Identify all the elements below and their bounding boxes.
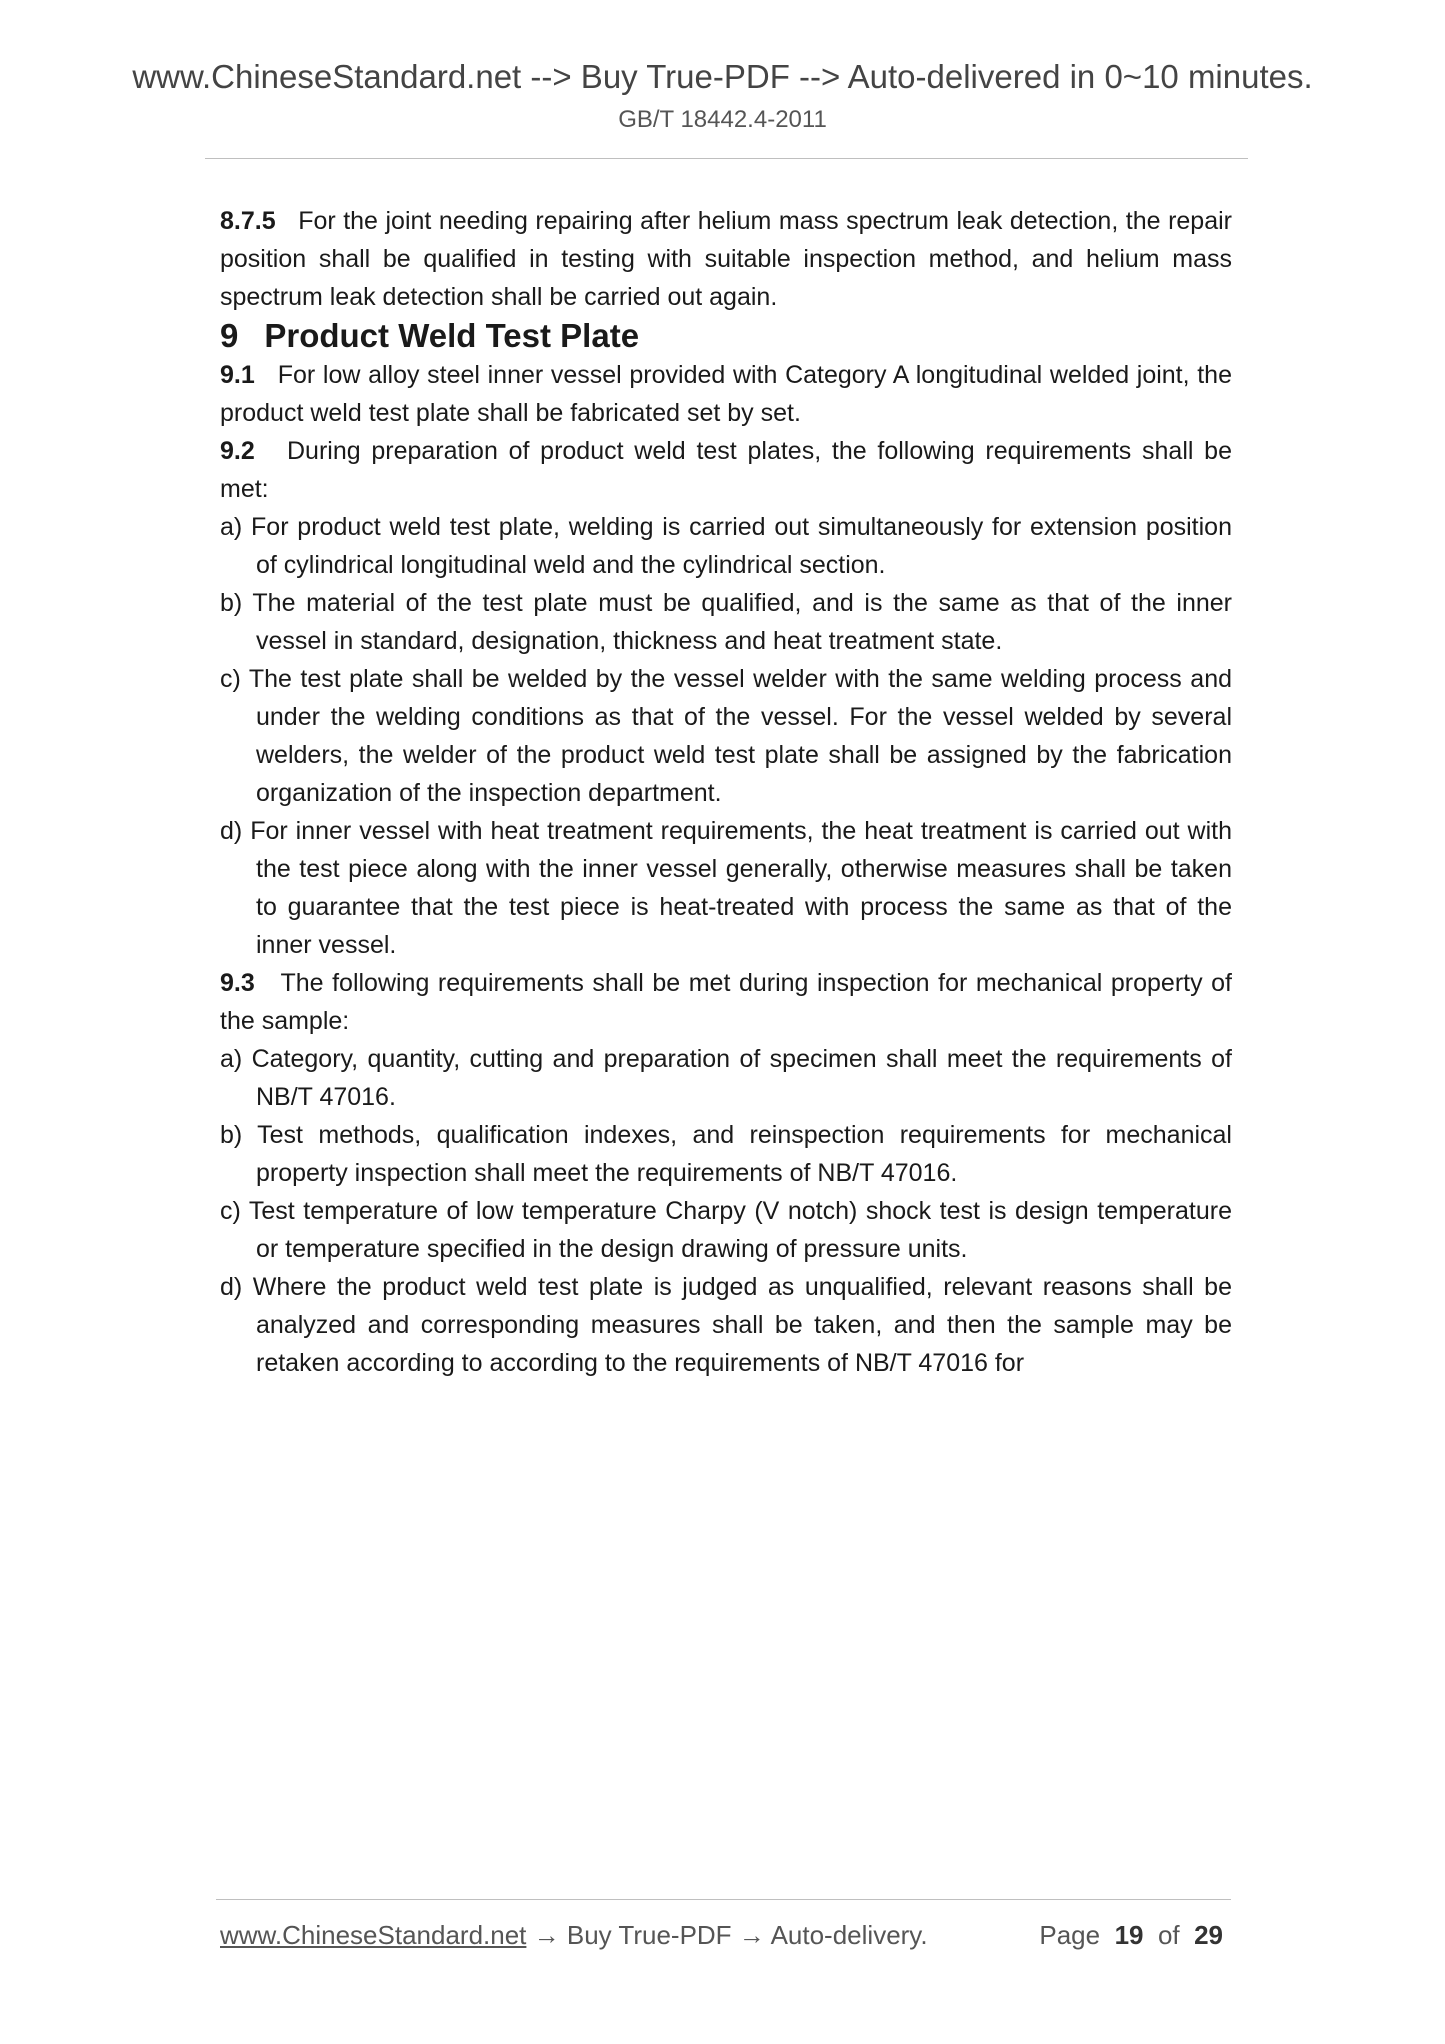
clause-number: 9.1 (220, 361, 255, 389)
footer-promo (220, 1920, 928, 1951)
clause-number: 9.3 (220, 969, 255, 997)
header-banner: www.ChineseStandard.net --> Buy True-PDF --> Auto-delivered in 0~10 minutes. (132, 58, 1313, 95)
footer-site-link[interactable]: www.ChineseStandard.net (220, 1920, 527, 1950)
page-body (220, 202, 1232, 1382)
clause-number: 9.2 (220, 437, 255, 465)
total-pages: 29 (1194, 1920, 1223, 1950)
clause-text: For the joint needing repairing after helium mass spectrum leak detection, the repair position shall be qualified in testing with suitable inspection method, and helium mass spectrum leak detection shall be carried out again. (220, 207, 1232, 311)
list-item: b) Test methods, qualification indexes, and reinspection requirements for mechanical property inspection shall meet the requirements of NB/T 47016. (220, 1121, 1232, 1187)
page-number: 19 (1114, 1920, 1144, 1950)
of-label: of (1157, 1920, 1180, 1950)
page-label: Page (1039, 1920, 1101, 1950)
footer-divider (216, 1899, 1231, 1900)
clause-text: During preparation of product weld test plates, the following requirements shall be met: (220, 437, 1232, 503)
clause-9-2 (220, 432, 1232, 508)
clause-text: For low alloy steel inner vessel provided with Category A longitudinal welded joint, the product weld test plate shall be fabricated set by set. (220, 361, 1232, 427)
header-divider (205, 158, 1248, 159)
clause-8-7-5 (220, 202, 1232, 316)
list-item: c) The test plate shall be welded by the vessel welder with the same welding process and under the welding conditions as that of the vessel. For the vessel welded by several welders, the welder of the product weld test plate shall be assigned by the fabrication organization of the inspection department. (220, 665, 1232, 807)
footer-promo-text: → Buy True-PDF → Auto-delivery. (526, 1920, 928, 1950)
section-heading (220, 316, 1232, 356)
section-number: 9 (220, 317, 239, 354)
clause-number: 8.7.5 (220, 207, 276, 235)
section-title: Product Weld Test Plate (264, 317, 640, 354)
list-item: d) Where the product weld test plate is judged as unqualified, relevant reasons shall be analyzed and corresponding measures shall be taken, and then the sample may be retaken according to according to the requirements of NB/T 47016 for (220, 1273, 1232, 1377)
list-item: a) For product weld test plate, welding is carried out simultaneously for extension position of cylindrical longitudinal weld and the cylindrical section. (220, 513, 1232, 579)
page-indicator (1039, 1920, 1223, 1951)
clause-9-1 (220, 356, 1232, 432)
list-item: b) The material of the test plate must be qualified, and is the same as that of the inner vessel in standard, designation, thickness and heat treatment state. (220, 589, 1232, 655)
list-item: d) For inner vessel with heat treatment requirements, the heat treatment is carried out with the test piece along with the inner vessel generally, otherwise measures shall be taken to guarantee that the test piece is heat-treated with process the same as that of the inner vessel. (220, 817, 1232, 959)
clause-text: The following requirements shall be met during inspection for mechanical property of the sample: (220, 969, 1232, 1035)
clause-9-3 (220, 964, 1232, 1040)
list-item: c) Test temperature of low temperature Charpy (V notch) shock test is design temperature or temperature specified in the design drawing of pressure units. (220, 1197, 1232, 1263)
document-id: GB/T 18442.4-2011 (618, 106, 827, 133)
list-item: a) Category, quantity, cutting and preparation of specimen shall meet the requirements of NB/T 47016. (220, 1045, 1232, 1111)
